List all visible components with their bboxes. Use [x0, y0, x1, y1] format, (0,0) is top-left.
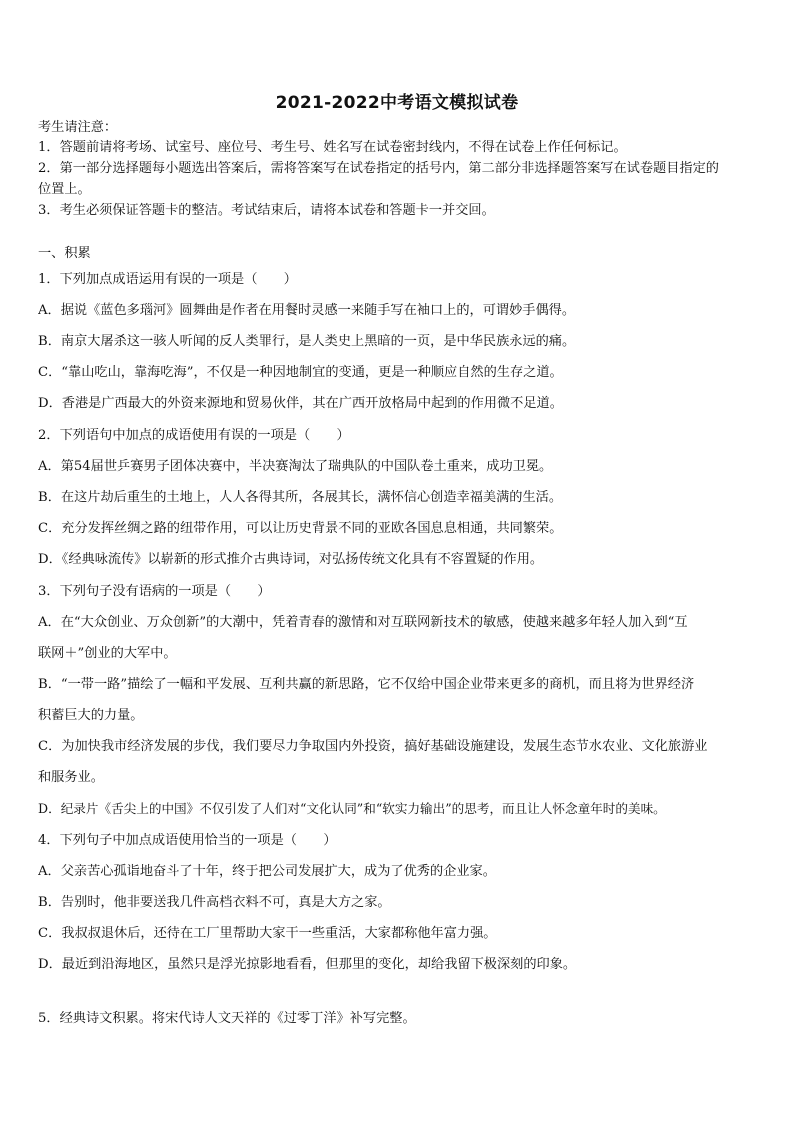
page-title: 2021-2022中考语文模拟试卷 [275, 93, 519, 113]
section-heading: 一、积累 [38, 246, 91, 261]
question-3-option-b: B．“一带一路”描绘了一幅和平发展、互利共赢的新思路，它不仅给中国企业带来更多的商机，而且将为世界经济 [38, 677, 695, 692]
question-1-stem: 1．下列加点成语运用有误的一项是（ ） [38, 272, 297, 287]
notice-item-1: 1．答题前请将考场、试室号、座位号、考生号、姓名写在试卷密封线内，不得在试卷上作任何标记。 [38, 140, 627, 155]
notice-heading: 考生请注意： [38, 120, 118, 135]
question-4-option-d: D．最近到沿海地区，虽然只是浮光掠影地看看，但那里的变化，却给我留下极深刻的印象。 [38, 957, 577, 972]
notice-item-3: 3．考生必须保证答题卡的整洁。考试结束后，请将本试卷和答题卡一并交回。 [38, 203, 495, 218]
question-5-stem: 5．经典诗文积累。将宋代诗人文天祥的《过零丁洋》补写完整。 [38, 1011, 416, 1026]
question-3-stem: 3．下列句子没有语病的一项是（ ） [38, 584, 271, 599]
question-4-stem: 4．下列句子中加点成语使用恰当的一项是（ ） [38, 833, 337, 848]
question-2-stem: 2．下列语句中加点的成语使用有误的一项是（ ） [38, 428, 350, 443]
question-4-option-b: B．告别时，他非要送我几件高档衣料不可，真是大方之家。 [38, 895, 391, 910]
question-1-option-c: C．“靠山吃山，靠海吃海”，不仅是一种因地制宜的变通，更是一种顺应自然的生存之道。 [38, 365, 563, 380]
question-3-option-d: D．纪录片《舌尖上的中国》不仅引发了人们对“文化认同”和“软实力输出”的思考，而且让人怀念童年时的美味。 [38, 801, 666, 816]
question-3-option-a: A．在“大众创业、万众创新”的大潮中，凭着青春的激情和对互联网新技术的敏感，使越来越多年轻人加入到“互 [38, 615, 688, 630]
question-3-option-c-cont: 和服务业。 [38, 770, 104, 785]
question-3-option-b-cont: 积蓄巨大的力量。 [38, 708, 144, 723]
question-4-option-c: C．我叔叔退休后，还待在工厂里帮助大家干一些重活，大家都称他年富力强。 [38, 926, 497, 941]
question-1-option-a: A．据说《蓝色多瑙河》圆舞曲是作者在用餐时灵感一来随手写在袖口上的，可谓妙手偶得。 [38, 303, 576, 318]
question-1-option-d: D．香港是广西最大的外资来源地和贸易伙伴，其在广西开放格局中起到的作用微不足道。 [38, 396, 563, 411]
question-4-option-a: A．父亲苦心孤诣地奋斗了十年，终于把公司发展扩大，成为了优秀的企业家。 [38, 864, 496, 879]
notice-item-2-cont: 位置上。 [38, 182, 91, 197]
notice-item-2: 2．第一部分选择题每小题选出答案后，需将答案写在试卷指定的括号内，第二部分非选择题答案写在试卷题目指定的 [38, 161, 719, 176]
question-2-option-a: A．第54届世乒赛男子团体决赛中，半决赛淘汰了瑞典队的中国队卷土重来，成功卫冕。 [38, 459, 553, 474]
question-2-option-c: C．充分发挥丝绸之路的纽带作用，可以让历史背景不同的亚欧各国息息相通，共同繁荣。 [38, 521, 563, 536]
question-3-option-c: C．为加快我市经济发展的步伐，我们要尽力争取国内外投资，搞好基础设施建设，发展生态节水农业、文化旅游业 [38, 739, 708, 754]
question-1-option-b: B．南京大屠杀这一骇人听闻的反人类罪行，是人类史上黑暗的一页，是中华民族永远的痛。 [38, 334, 576, 349]
question-2-option-b: B．在这片劫后重生的土地上，人人各得其所，各展其长，满怀信心创造幸福美满的生活。 [38, 490, 562, 505]
question-2-option-d: D．《经典咏流传》以崭新的形式推介古典诗词，对弘扬传统文化具有不容置疑的作用。 [38, 552, 544, 567]
question-3-option-a-cont: 联网＋”创业的大军中。 [38, 646, 177, 661]
